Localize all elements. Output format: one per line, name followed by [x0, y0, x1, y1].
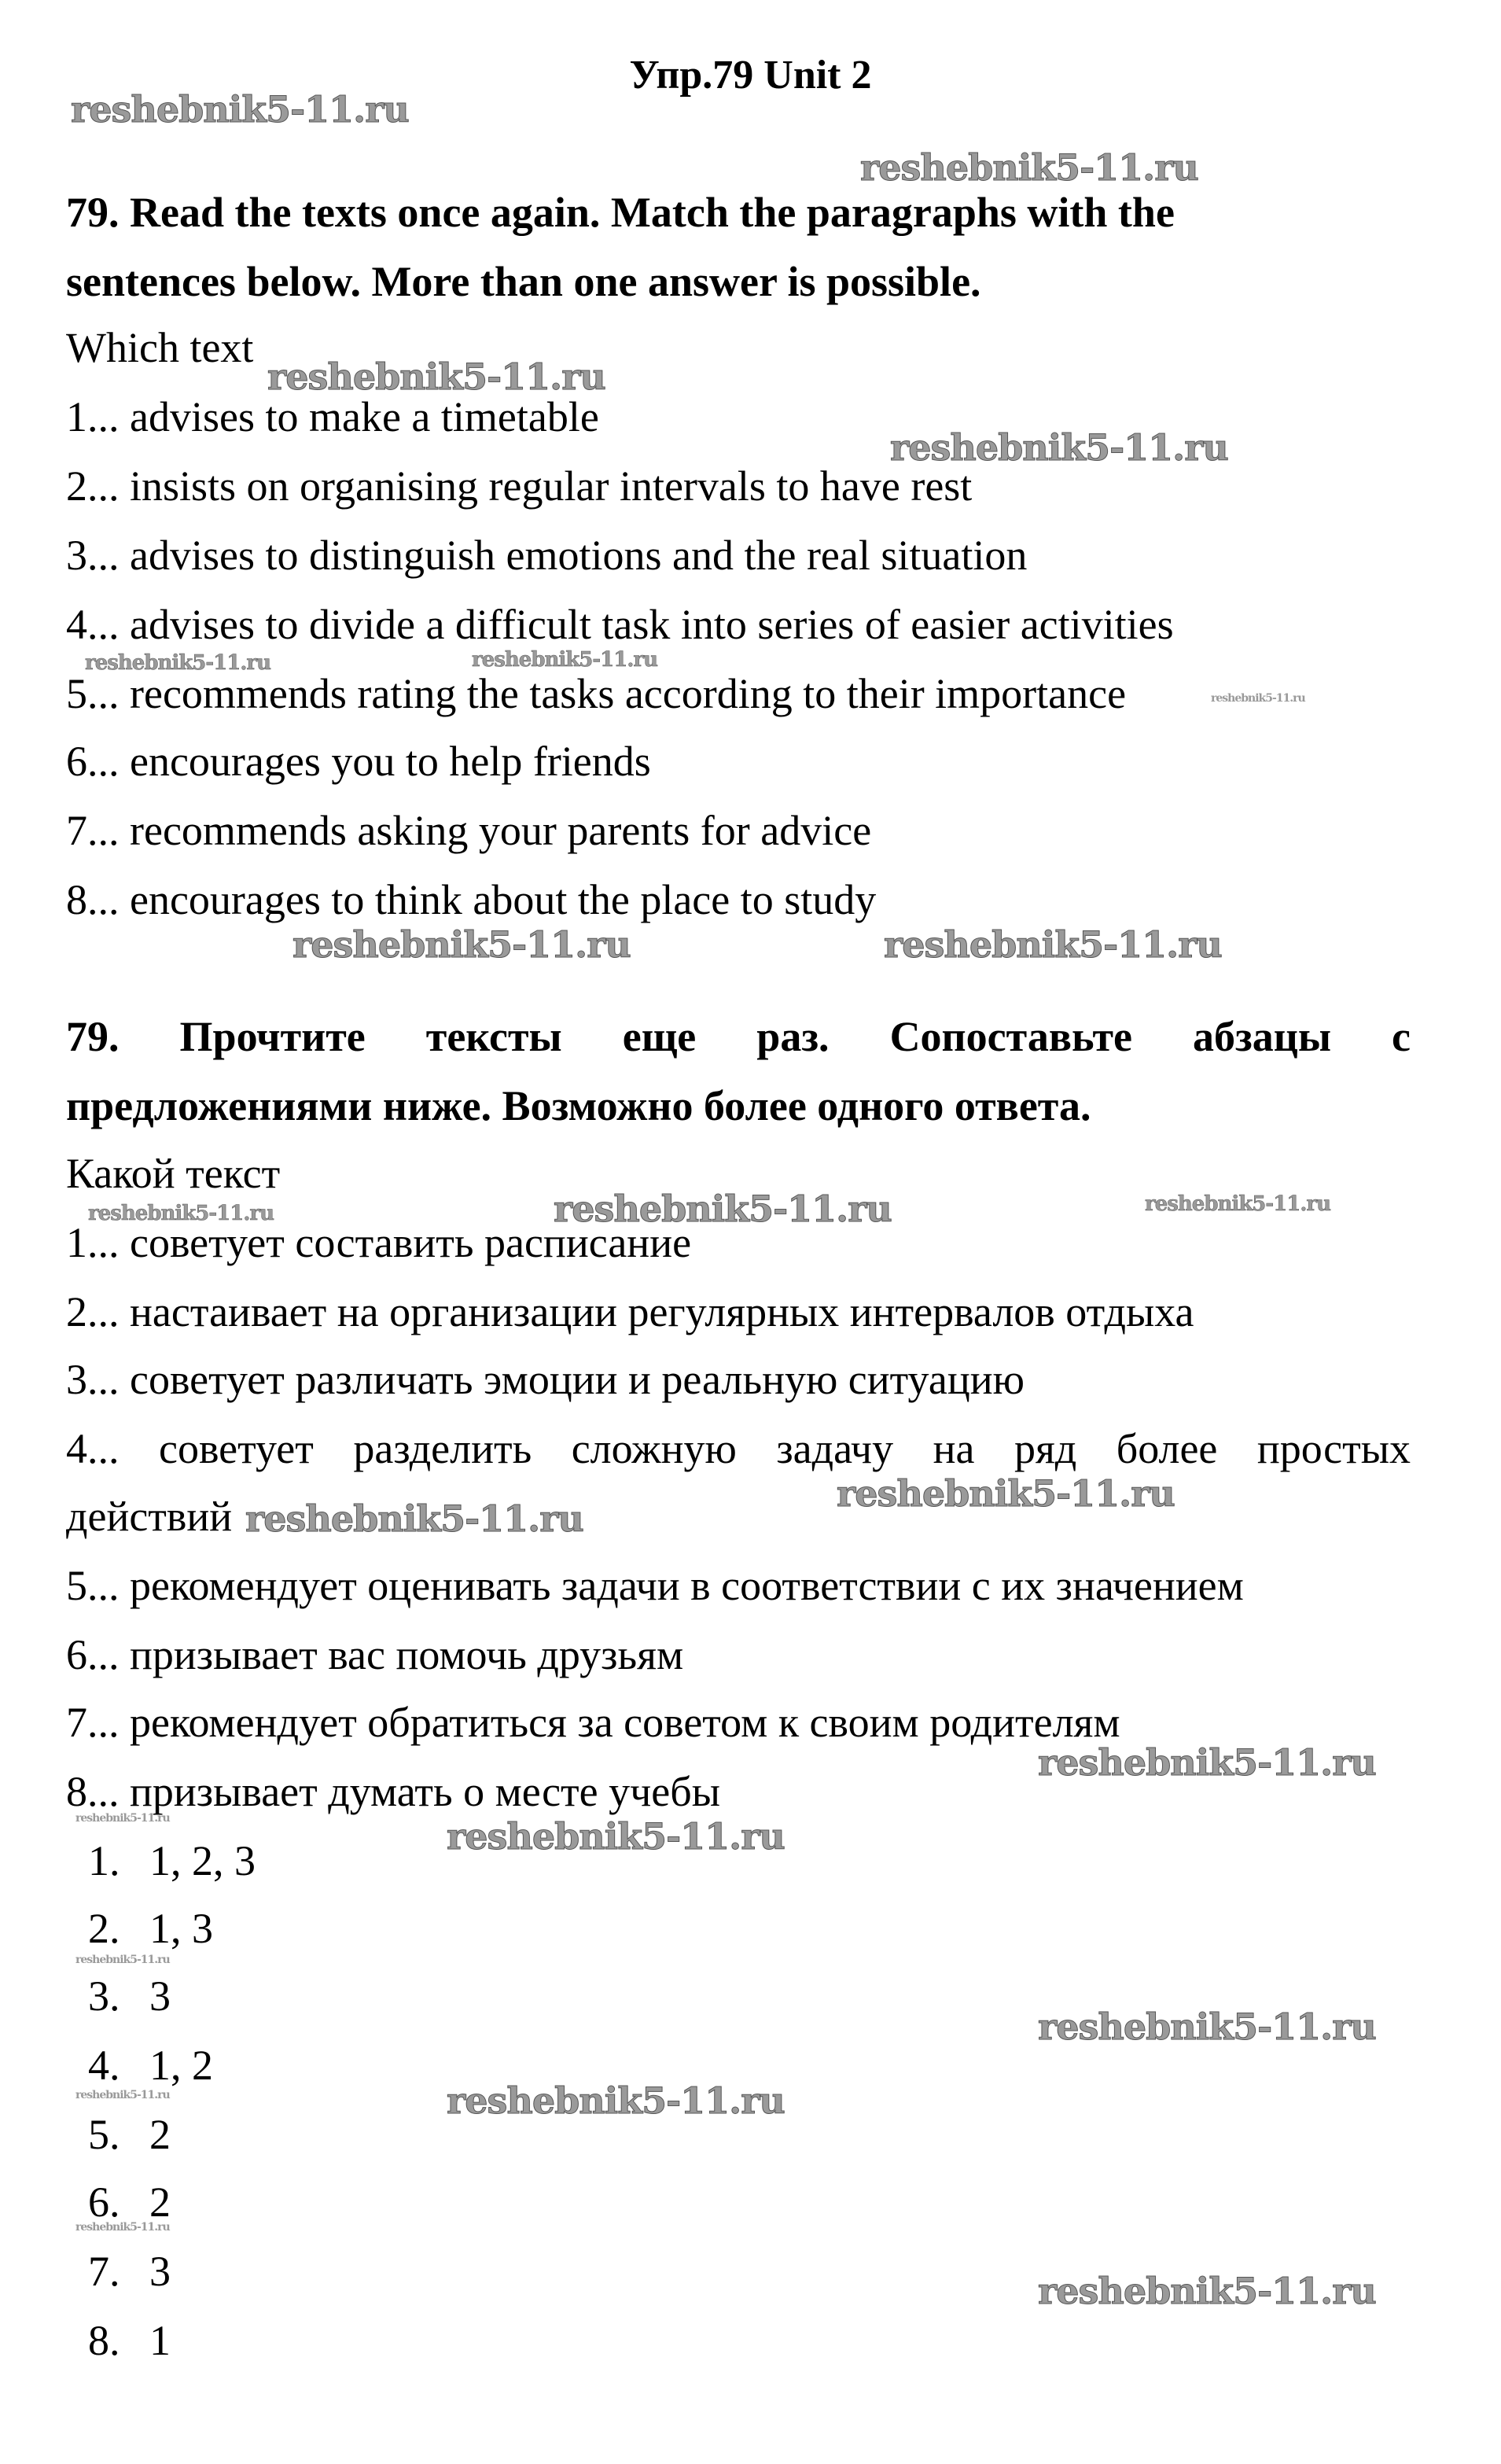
english-lead: Which text — [66, 324, 254, 371]
watermark: reshebnik5-11.ru — [267, 355, 605, 398]
russian-item-7: 7... рекомендует обратиться за советом к своим родителям — [66, 1699, 1120, 1746]
answer-number: 6. — [88, 2179, 120, 2226]
russian-item-5: 5... рекомендует оценивать задачи в соответствии с их значением — [66, 1562, 1244, 1609]
answer-value: 1 — [149, 2317, 171, 2364]
watermark: reshebnik5-11.ru — [860, 146, 1198, 189]
answer-value: 3 — [149, 2248, 171, 2295]
watermark: reshebnik5-11.ru — [75, 1954, 170, 1966]
watermark: reshebnik5-11.ru — [1038, 2270, 1376, 2312]
english-heading-line2: sentences below. More than one answer is possible. — [66, 258, 981, 305]
english-item-7: 7... recommends asking your parents for advice — [66, 807, 872, 854]
answer-number: 2. — [88, 1905, 120, 1952]
answer-number: 5. — [88, 2111, 120, 2158]
answer-value: 1, 2 — [149, 2042, 213, 2089]
answer-item — [88, 1829, 256, 1892]
answer-value: 3 — [149, 1972, 171, 2020]
answer-item — [88, 1965, 171, 2028]
watermark: reshebnik5-11.ru — [447, 2079, 785, 2122]
answer-item — [88, 2309, 171, 2372]
english-item-8: 8... encourages to think about the place to study — [66, 876, 877, 923]
russian-item-4: 4... советует разделить сложную задачу на ряд более простых — [66, 1425, 1411, 1472]
watermark: reshebnik5-11.ru — [85, 651, 271, 675]
russian-heading-line2: предложениями ниже. Возможно более одного ответа. — [66, 1082, 1091, 1129]
english-item-2: 2... insists on organising regular intervals to have rest — [66, 462, 973, 510]
english-item-5: 5... recommends rating the tasks according to their importance — [66, 670, 1127, 717]
english-item-1: 1... advises to make a timetable — [66, 393, 599, 440]
watermark: reshebnik5-11.ru — [447, 1815, 785, 1858]
answer-number: 3. — [88, 1972, 120, 2020]
watermark: reshebnik5-11.ru — [88, 1202, 274, 1225]
answer-item — [88, 2240, 171, 2303]
english-item-4: 4... advises to divide a difficult task into series of easier activities — [66, 601, 1174, 648]
russian-heading-line1: 79. Прочтите тексты еще раз. Сопоставьте абзацы с — [66, 1013, 1411, 1060]
watermark: reshebnik5-11.ru — [1038, 2005, 1376, 2048]
english-item-3: 3... advises to distinguish emotions and the real situation — [66, 532, 1028, 579]
answer-value: 2 — [149, 2179, 171, 2226]
russian-item-1: 1... советует составить расписание — [66, 1219, 692, 1266]
answer-number: 1. — [88, 1837, 120, 1884]
answer-item — [88, 2034, 213, 2097]
answer-value: 1, 2, 3 — [149, 1837, 256, 1884]
russian-item-3: 3... советует различать эмоции и реальную ситуацию — [66, 1356, 1025, 1403]
answer-value: 1, 3 — [149, 1905, 213, 1952]
watermark: reshebnik5-11.ru — [890, 426, 1228, 469]
answer-item — [88, 2103, 171, 2166]
page-title: Упр.79 Unit 2 — [629, 53, 872, 98]
watermark: reshebnik5-11.ru — [71, 88, 409, 131]
russian-lead: Какой текст — [66, 1150, 281, 1197]
answer-number: 4. — [88, 2042, 120, 2089]
watermark: reshebnik5-11.ru — [1038, 1741, 1376, 1784]
watermark: reshebnik5-11.ru — [472, 648, 658, 672]
watermark: reshebnik5-11.ru — [292, 923, 631, 966]
watermark: reshebnik5-11.ru — [75, 1812, 170, 1825]
russian-item-8: 8... призывает думать о месте учебы — [66, 1768, 720, 1815]
answer-number: 7. — [88, 2248, 120, 2295]
watermark: reshebnik5-11.ru — [75, 2221, 170, 2234]
english-item-6: 6... encourages you to help friends — [66, 738, 651, 785]
answer-item — [88, 1897, 213, 1960]
watermark: reshebnik5-11.ru — [1145, 1192, 1331, 1216]
watermark: reshebnik5-11.ru — [75, 2089, 170, 2101]
watermark: reshebnik5-11.ru — [884, 923, 1222, 966]
answer-number: 8. — [88, 2317, 120, 2364]
russian-item-4-cont: действий — [66, 1493, 233, 1540]
russian-item-6: 6... призывает вас помочь друзьям — [66, 1631, 684, 1678]
answer-value: 2 — [149, 2111, 171, 2158]
watermark: reshebnik5-11.ru — [245, 1497, 583, 1540]
watermark: reshebnik5-11.ru — [1211, 692, 1305, 705]
russian-item-2: 2... настаивает на организации регулярных интервалов отдыха — [66, 1288, 1194, 1335]
watermark: reshebnik5-11.ru — [837, 1472, 1175, 1515]
english-heading-line1: 79. Read the texts once again. Match the paragraphs with the — [66, 189, 1175, 236]
watermark: reshebnik5-11.ru — [554, 1188, 892, 1230]
